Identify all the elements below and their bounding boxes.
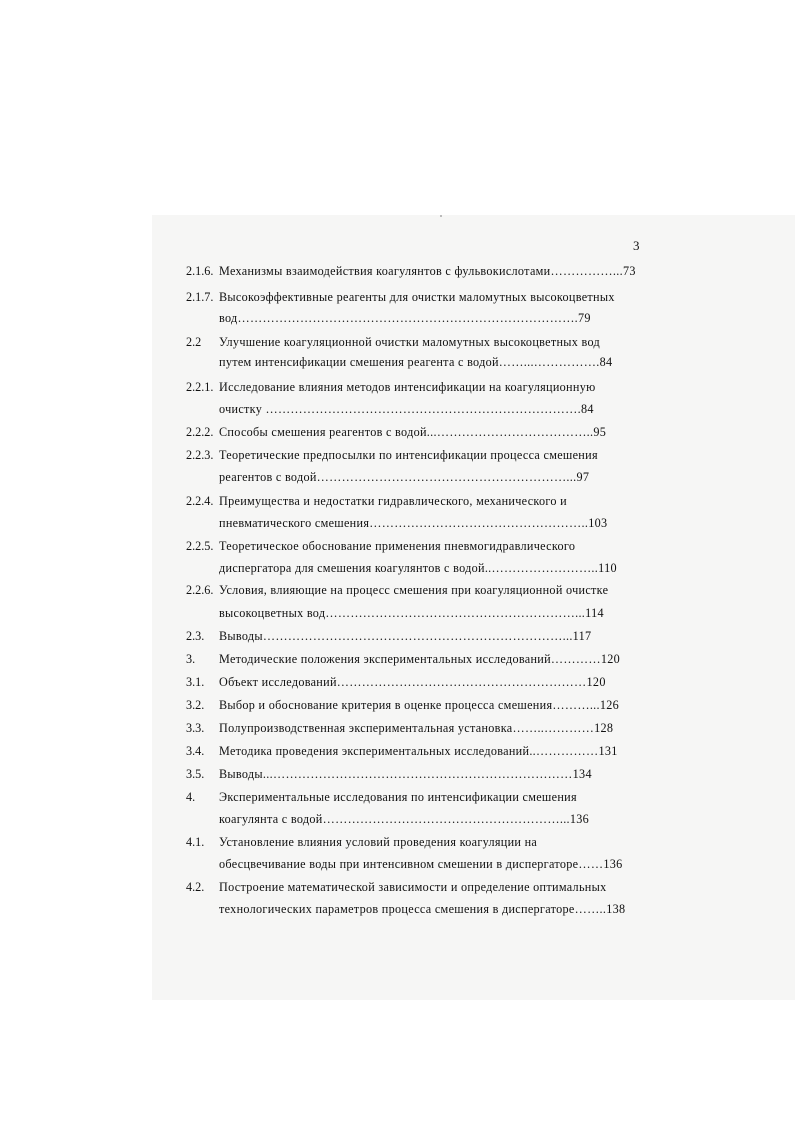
toc-number: 2.1.7. xyxy=(186,290,214,304)
toc-line xyxy=(186,629,636,644)
toc-line xyxy=(186,539,636,554)
toc-line xyxy=(186,264,636,279)
toc-line xyxy=(186,583,636,598)
toc-text: диспергатора для смешения коагулянтов с водой..……………………..110 xyxy=(219,561,617,575)
toc-number: 4. xyxy=(186,790,196,804)
toc-text: Экспериментальные исследования по интенсификации смешения xyxy=(219,790,577,804)
toc-number: 3. xyxy=(186,652,196,666)
toc-line xyxy=(186,652,636,667)
toc-text: Условия, влияющие на процесс смешения при коагуляционной очистке xyxy=(219,583,609,597)
toc-number: 2.1.6. xyxy=(186,264,214,278)
toc-text: Установление влияния условий проведения коагуляции на xyxy=(219,835,538,849)
toc-text: Теоретические предпосылки по интенсификации процесса смешения xyxy=(219,448,598,462)
toc-number: 3.5. xyxy=(186,767,205,781)
toc-number: 4.1. xyxy=(186,835,205,849)
toc-number: 2.2.3. xyxy=(186,448,214,462)
toc-line xyxy=(186,857,636,872)
toc-line xyxy=(186,335,636,350)
toc-line xyxy=(186,448,636,463)
toc-text: Объект исследований……………………………………………………120 xyxy=(219,675,606,689)
toc-number: 2.2 xyxy=(186,335,202,349)
toc-text: пневматического смешения……………………………………………..103 xyxy=(219,516,608,530)
toc-line xyxy=(186,675,636,690)
toc-text: высокоцветных вод……………………………………………………...114 xyxy=(219,606,604,620)
toc-text: Механизмы взаимодействия коагулянтов с фульвокислотами……………...73 xyxy=(219,264,636,278)
toc-text: очистку ………………………………………………………………….84 xyxy=(219,402,594,416)
toc-text: Исследование влияния методов интенсификации на коагуляционную xyxy=(219,380,596,394)
toc-text: Методика проведения экспериментальных исследований..……………131 xyxy=(219,744,618,758)
toc-text: Преимущества и недостатки гидравлического, механического и xyxy=(219,494,567,508)
toc-text: Построение математической зависимости и определение оптимальных xyxy=(219,880,607,894)
toc-text: Полупроизводственная экспериментальная установка……..…………128 xyxy=(219,721,614,735)
toc-number: 2.2.1. xyxy=(186,380,214,394)
toc-text: Способы смешения реагентов с водой...………………………………..95 xyxy=(219,425,607,439)
toc-line xyxy=(186,812,636,827)
toc-line xyxy=(186,494,636,509)
toc-line xyxy=(186,902,636,917)
toc-text: реагентов с водой……………………………………………………...97 xyxy=(219,470,590,484)
toc-line xyxy=(186,698,636,713)
toc-number: 2.2.5. xyxy=(186,539,214,553)
toc-line xyxy=(186,290,636,305)
toc-line xyxy=(186,767,636,782)
toc-line xyxy=(186,516,636,531)
toc-text: Высокоэффективные реагенты для очистки маломутных высокоцветных xyxy=(219,290,615,304)
toc-text: обесцвечивание воды при интенсивном смешении в диспергаторе……136 xyxy=(219,857,623,871)
toc-line xyxy=(186,606,636,621)
toc-text: Выбор и обоснование критерия в оценке процесса смешения………...126 xyxy=(219,698,620,712)
toc-text: Выводы………………………………………………………………...117 xyxy=(219,629,592,643)
toc-number: 3.2. xyxy=(186,698,205,712)
toc-number: 3.3. xyxy=(186,721,205,735)
toc-line xyxy=(186,380,636,395)
toc-number: 3.4. xyxy=(186,744,205,758)
toc-number: 2.3. xyxy=(186,629,205,643)
toc-line xyxy=(186,835,636,850)
toc-text: технологических параметров процесса смешения в диспергаторе……..138 xyxy=(219,902,626,916)
toc-text: Методические положения экспериментальных исследований…………120 xyxy=(219,652,621,666)
toc-number: 2.2.2. xyxy=(186,425,214,439)
toc-text: Выводы...………………………………………………………………134 xyxy=(219,767,592,781)
toc-line xyxy=(186,402,636,417)
toc-line xyxy=(186,790,636,805)
toc-line xyxy=(186,355,636,370)
toc-number: 2.2.4. xyxy=(186,494,214,508)
toc-line xyxy=(186,311,636,326)
toc-line xyxy=(186,880,636,895)
toc-line xyxy=(186,721,636,736)
toc-number: 4.2. xyxy=(186,880,205,894)
page-number: 3 xyxy=(633,238,640,253)
toc-text: вод……………………………………………………………………….79 xyxy=(219,311,591,325)
toc-line xyxy=(186,425,636,440)
toc-number: 3.1. xyxy=(186,675,205,689)
toc-number: 2.2.6. xyxy=(186,583,214,597)
toc-text: Улучшение коагуляционной очистки маломутных высокоцветных вод xyxy=(219,335,601,349)
toc-text: Теоретическое обоснование применения пневмогидравлического xyxy=(219,539,576,553)
toc-text: коагулянта с водой…………………………………………………...136 xyxy=(219,812,590,826)
toc-line xyxy=(186,744,636,759)
toc-text: путем интенсификации смешения реагента с водой……...…………….84 xyxy=(219,355,613,369)
toc-line xyxy=(186,470,636,485)
toc-line xyxy=(186,561,636,576)
